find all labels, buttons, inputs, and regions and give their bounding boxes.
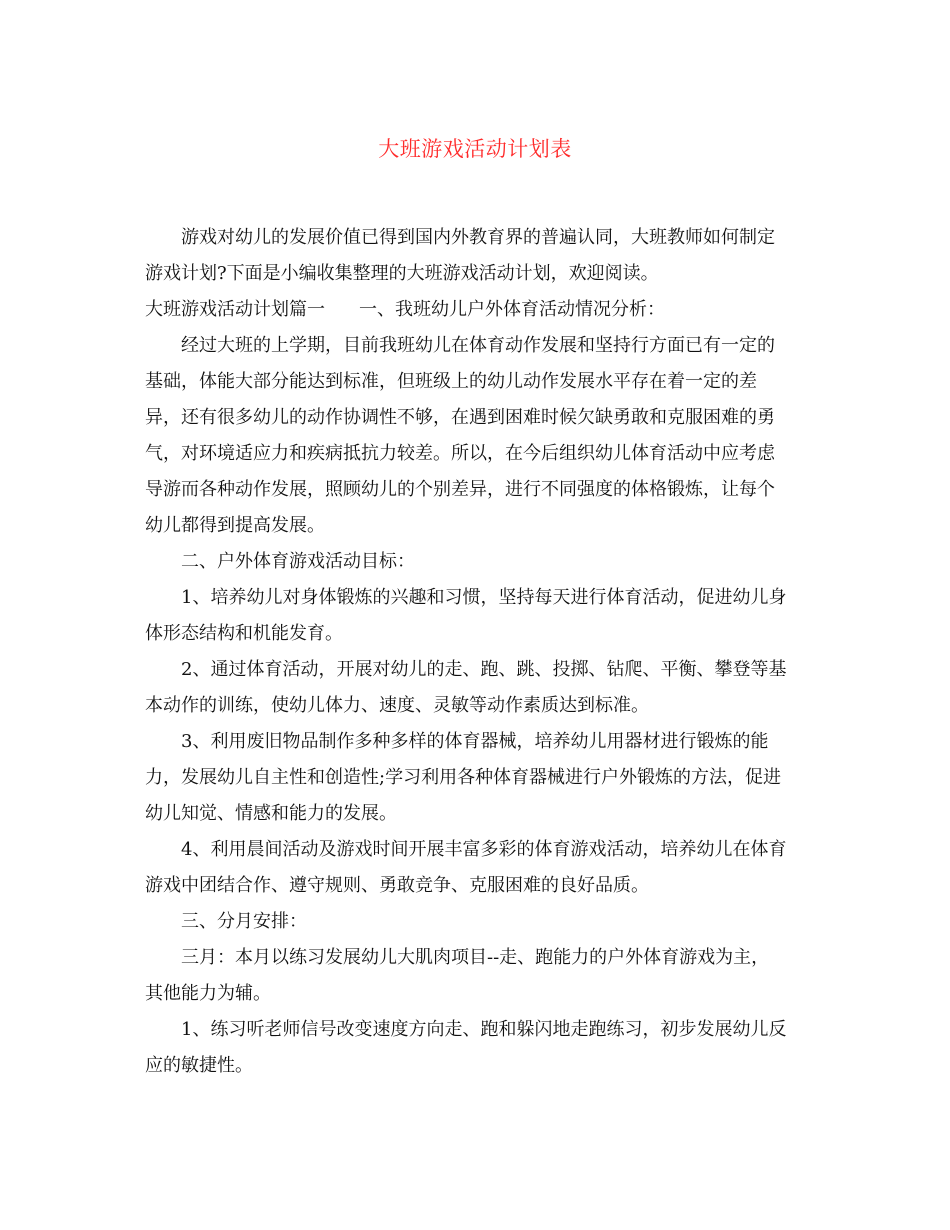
section-heading-row (145, 292, 810, 328)
goal-3-line-2: 力，发展幼儿自主性和创造性;学习利用各种体育器械进行户外锻炼的方法，促进 (145, 767, 782, 788)
analysis-line-2: 基础，体能大部分能达到标准，但班级上的幼儿动作发展水平存在着一定的差 (145, 371, 757, 392)
goal-3-paragraph (145, 724, 810, 832)
analysis-line-3: 异，还有很多幼儿的动作协调性不够，在遇到困难时候欠缺勇敢和克服困难的勇 (145, 407, 775, 428)
goal-1-paragraph (145, 580, 810, 652)
analysis-line-1: 经过大班的上学期，目前我班幼儿在体育动作发展和坚持行方面已有一定的 (181, 335, 775, 356)
goal-2-paragraph (145, 652, 810, 724)
document-title: 大班游戏活动计划表 (378, 137, 572, 161)
analysis-paragraph (145, 328, 810, 544)
march-item-1-line-2: 应的敏捷性。 (145, 1055, 253, 1076)
section-heading: 一、我班幼儿户外体育活动情况分析： (359, 299, 665, 320)
goal-3-line-1: 3、利用废旧物品制作多种多样的体育器械，培养幼儿用器材进行锻炼的能 (181, 731, 769, 752)
march-line-1: 三月：本月以练习发展幼儿大肌肉项目--走、跑能力的户外体育游戏为主， (181, 947, 770, 968)
goal-2-line-1: 2、通过体育活动，开展对幼儿的走、跑、跳、投掷、钻爬、平衡、攀登等基 (181, 659, 787, 680)
march-line-2: 其他能力为辅。 (145, 983, 271, 1004)
intro-line-1: 游戏对幼儿的发展价值已得到国内外教育界的普遍认同，大班教师如何制定 (181, 227, 775, 248)
section-label: 大班游戏活动计划篇一 (145, 299, 325, 320)
goals-heading: 二、户外体育游戏活动目标： (181, 551, 415, 572)
goal-1-line-2: 体形态结构和机能发育。 (145, 623, 343, 644)
goal-4-line-1: 4、利用晨间活动及游戏时间开展丰富多彩的体育游戏活动，培养幼儿在体育 (181, 839, 787, 860)
march-paragraph (145, 940, 810, 1012)
goal-2-line-2: 本动作的训练，使幼儿体力、速度、灵敏等动作素质达到标准。 (145, 695, 649, 716)
analysis-line-5: 导游而各种动作发展，照顾幼儿的个别差异，进行不同强度的体格锻炼，让每个 (145, 479, 775, 500)
goal-3-line-3: 幼儿知觉、情感和能力的发展。 (145, 803, 397, 824)
goal-1-line-1: 1、培养幼儿对身体锻炼的兴趣和习惯，坚持每天进行体育活动，促进幼儿身 (181, 587, 787, 608)
schedule-heading-paragraph (145, 904, 810, 940)
goal-4-line-2: 游戏中团结合作、遵守规则、勇敢竞争、克服困难的良好品质。 (145, 875, 649, 896)
march-item-1-line-1: 1、练习听老师信号改变速度方向走、跑和躲闪地走跑练习，初步发展幼儿反 (181, 1019, 787, 1040)
analysis-line-4: 气，对环境适应力和疾病抵抗力较差。所以，在今后组织幼儿体育活动中应考虑 (145, 443, 775, 464)
goal-4-paragraph (145, 832, 810, 904)
intro-paragraph (145, 220, 810, 292)
march-item-1-paragraph (145, 1012, 810, 1084)
schedule-heading: 三、分月安排： (181, 911, 307, 932)
goals-heading-paragraph (145, 544, 810, 580)
analysis-line-6: 幼儿都得到提高发展。 (145, 515, 325, 536)
intro-line-2: 游戏计划?下面是小编收集整理的大班游戏活动计划，欢迎阅读。 (145, 263, 659, 284)
